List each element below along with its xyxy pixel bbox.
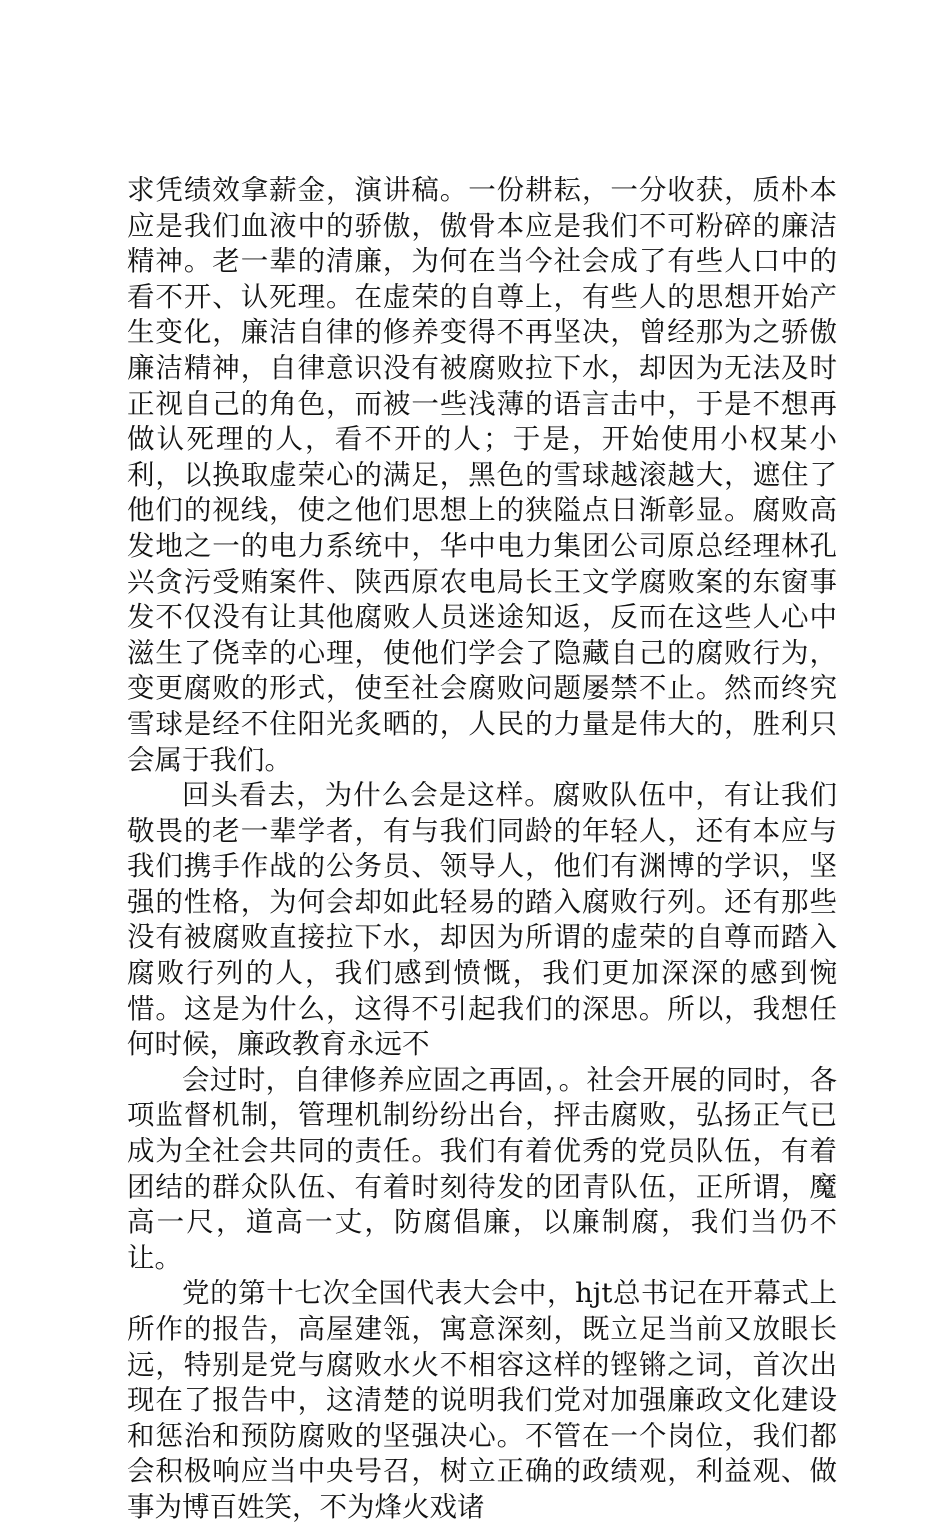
paragraph-3: 会过时，自律修养应固之再固，。社会开展的同时，各项监督机制，管理机制纷纷出台，抨击腐败，弘扬正气已成为全社会共同的责任。我们有着优秀的党员队伍，有着团结的群众队伍、有着时刻待发的团青队伍，正所谓，魔高一尺，道高一丈，防腐倡廉，以廉制腐，我们当仍不让。 [127,1063,837,1274]
body-text [127,173,837,1526]
paragraph-2: 回头看去，为什么会是这样。腐败队伍中，有让我们敬畏的老一辈学者，有与我们同龄的年轻人，还有本应与我们携手作战的公务员、领导人，他们有渊博的学识，坚强的性格，为何会却如此轻易的踏入腐败行列。还有那些没有被腐败直接拉下水，却因为所谓的虚荣的自尊而踏入腐败行列的人，我们感到愤慨，我们更加深深的感到惋惜。这是为什么，这得不引起我们的深思。所以，我想任何时候，廉政教育永远不 [127,779,837,1061]
paragraph-1: 求凭绩效拿薪金，演讲稿。一份耕耘，一分收获，质朴本应是我们血液中的骄傲，傲骨本应是我们不可粉碎的廉洁精神。老一辈的清廉，为何在当今社会成了有些人口中的看不开、认死理。在虚荣的自尊上，有些人的思想开始产生变化，廉洁自律的修养变得不再坚决，曾经那为之骄傲廉洁精神，自律意识没有被腐败拉下水，却因为无法及时正视自己的角色，而被一些浅薄的语言击中，于是不想再做认死理的人，看不开的人；于是，开始使用小权某小利，以换取虚荣心的满足，黑色的雪球越滚越大，遮住了他们的视线，使之他们思想上的狭隘点日渐彰显。腐败高发地之一的电力系统中，华中电力集团公司原总经理林孔兴贪污受贿案件、陕西原农电局长王文学腐败案的东窗事发不仅没有让其他腐败人员迷途知返，反而在这些人心中滋生了侥幸的心理，使他们学会了隐藏自己的腐败行为，变更腐败的形式，使至社会腐败问题屡禁不止。然而终究雪球是经不住阳光炙晒的，人民的力量是伟大的，胜利只会属于我们。 [127,174,837,776]
paragraph-4: 党的第十七次全国代表大会中，hjt总书记在开幕式上所作的报告，高屋建瓴，寓意深刻，既立足当前又放眼长远，特别是党与腐败水火不相容这样的铿锵之词，首次出现在了报告中，这清楚的说明我们党对加强廉政文化建设和惩治和预防腐败的坚强决心。不管在一个岗位，我们都会积极响应当中央号召，树立正确的政绩观，利益观、做事为博百姓笑，不为烽火戏诸 [127,1277,837,1523]
